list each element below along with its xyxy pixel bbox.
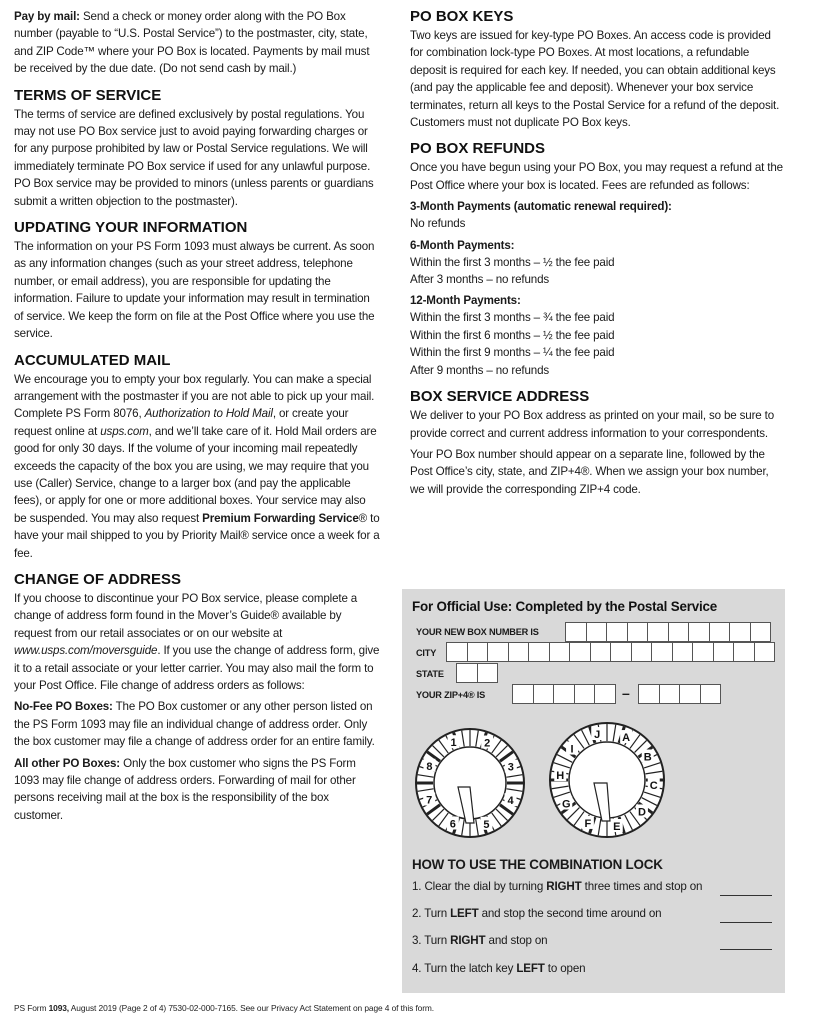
step-3-blank[interactable] (720, 948, 772, 950)
refund-6month-line-2: After 3 months – no refunds (410, 273, 550, 287)
accumulated-heading: ACCUMULATED MAIL (14, 351, 171, 369)
refund-12month-label: 12-Month Payments: (410, 294, 521, 308)
dial-label: 6 (449, 818, 456, 831)
dial-label: G (562, 798, 571, 811)
dial-label: 2 (484, 737, 491, 750)
left-column (14, 8, 380, 824)
updating-text: The information on your PS Form 1093 must always be current. As soon as any information changes (such as your street address, telephone number, or email address), you are responsible for updating the information. Failure to update your information may result in termination of service. We keep the form on file at the Post Office where you use the service. (14, 240, 375, 341)
refund-3month-line: No refunds (410, 217, 466, 231)
lock-step-2: 2. Turn LEFT and stop the second time around on (412, 907, 662, 920)
dial-label: E (613, 820, 621, 833)
refunds-heading: PO BOX REFUNDS (410, 140, 546, 158)
no-fee-text: The PO Box customer or any other person listed on the PS Form 1093 may file an individual change of address order. Only the box customer may file a change of address order for an entire family. (14, 700, 375, 749)
official-use-title: For Official Use: Completed by the Postal Service (412, 599, 717, 614)
lock-step-3: 3. Turn RIGHT and stop on (412, 934, 548, 947)
refund-6month-line-1: Within the first 3 months – ½ the fee paid (410, 255, 615, 269)
terms-heading: TERMS OF SERVICE (14, 86, 162, 104)
dial-label: 1 (450, 737, 457, 750)
dial-label: 7 (426, 794, 433, 807)
box-address-heading: BOX SERVICE ADDRESS (410, 388, 590, 406)
right-column (410, 8, 786, 498)
dial-label: 3 (507, 761, 514, 774)
dial-label: C (649, 779, 658, 792)
other-boxes-paragraph (14, 755, 380, 825)
acc-text-7: ® to have your mail shipped to you by Priority Mail® service once a week for a fee. (14, 511, 380, 560)
zip5-boxes[interactable] (512, 684, 615, 704)
page-footer: PS Form 1093, August 2019 (Page 2 of 4) 7530-02-000-7165. See our Privacy Act Statement on page 4 of this form. (14, 1003, 435, 1013)
state-label: STATE (416, 669, 444, 679)
pay-by-mail-text: Send a check or money order along with the PO Box number (payable to “U.S. Postal Service”) to the postmaster, city, state, and ZIP Code™ where your PO Box is located. Payments by mail must be received by the due date. (Do not send cash by mail.) (14, 10, 370, 76)
lock-step-4: 4. Turn the latch key LEFT to open (412, 962, 586, 975)
dial-label: H (556, 770, 565, 783)
official-use-panel (402, 589, 785, 993)
dial-label: F (584, 817, 592, 830)
refund-12month-line-4: After 9 months – no refunds (410, 363, 550, 377)
dial-label: A (622, 732, 631, 745)
number-dial-icon (414, 727, 526, 839)
acc-text-1: We encourage you to empty your box regularly. You can make a special arrangement with the postmaster if you are not able to pick up your mail. Complete PS Form 8076, (14, 372, 375, 421)
zip-dash: – (622, 685, 630, 701)
premium-forwarding-text: Premium Forwarding Service (202, 511, 359, 525)
keys-heading: PO BOX KEYS (410, 8, 514, 25)
letter-dial-icon (548, 721, 666, 839)
change-address-text (14, 590, 380, 694)
dial-label: 4 (507, 795, 514, 808)
terms-text: The terms of service are defined exclusively by postal regulations. You may not use PO Box service just to avoid paying forwarding charges or for any purpose prohibited by law or Postal Service regulations. We will immediately terminate PO Box service if used for any unlawful purpose. PO Box service may be provided to minors (unless parents or guardians submit a written objection to the postmaster). (14, 107, 374, 208)
box-number-boxes[interactable] (565, 622, 770, 642)
dial-label: 8 (426, 760, 433, 773)
state-boxes[interactable] (456, 663, 497, 683)
movers-guide-url: www.usps.com/moversguide (14, 644, 158, 658)
other-boxes-label: All other PO Boxes: (14, 756, 121, 770)
refund-12month-line-3: Within the first 9 months – ¼ the fee paid (410, 346, 615, 360)
refund-6month-label: 6-Month Payments: (410, 238, 515, 252)
lock-step-1: 1. Clear the dial by turning RIGHT three times and stop on (412, 880, 703, 893)
refund-3month-label: 3-Month Payments (automatic renewal required): (410, 200, 672, 214)
box-number-label: YOUR NEW BOX NUMBER IS (416, 627, 539, 637)
dial-label: D (637, 806, 646, 819)
step-1-blank[interactable] (720, 894, 772, 896)
step-2-blank[interactable] (720, 921, 772, 923)
refunds-text: Once you have begun using your PO Box, you may request a refund at the Post Office where your box is located. Fees are refunded as follows: (410, 161, 783, 192)
no-fee-paragraph (14, 698, 380, 750)
acc-text-3: , or create your request online at (14, 407, 349, 438)
dial-label: J (594, 729, 601, 742)
refund-12month-line-1: Within the first 3 months – ¾ the fee paid (410, 311, 615, 325)
pay-by-mail-label: Pay by mail: (14, 10, 80, 23)
zip4-boxes[interactable] (638, 684, 720, 704)
city-boxes[interactable] (446, 642, 774, 662)
updating-heading: UPDATING YOUR INFORMATION (14, 219, 248, 237)
coa-text-1: If you choose to discontinue your PO Box service, please complete a change of address form found in the Mover’s Guide® available by request from our retail associates or on our website at (14, 591, 358, 640)
zip-label: YOUR ZIP+4® IS (416, 690, 486, 700)
acc-text-5: , and we’ll take care of it. Hold Mail orders are good for only 30 days. If the volume of your incoming mail repeatedly exceeds the capacity of the box you are using, we may require that you use (Caller) Service, change to a larger box (and pay the applicable fees), or apply for one or more additional boxes. Your service may also be suspended. You may also request (14, 424, 377, 525)
refund-12month-line-2: Within the first 6 months – ½ the fee paid (410, 328, 615, 342)
other-boxes-text: Only the box customer who signs the PS Form 1093 may file change of address orders. Forwarding of mail for other persons receiving mail at the box is the responsibility of the box customer. (14, 756, 356, 822)
accumulated-text (14, 371, 380, 562)
combination-lock-title: HOW TO USE THE COMBINATION LOCK (412, 857, 663, 872)
box-address-text-2: Your PO Box number should appear on a separate line, followed by the Post Office’s city, state, and ZIP+4®. When we assign your box number, we will provide the corresponding ZIP+4 code. (410, 447, 769, 496)
coa-text-3: . If you use the change of address form, give it to a retail associate or your letter carrier. You may also mail the form to your Post Office. File change of address orders as follows: (14, 644, 380, 692)
box-address-text-1: We deliver to your PO Box address as printed on your mail, so be sure to provide correct and current address information to your correspondents. (410, 409, 775, 440)
dial-label: 5 (483, 818, 490, 831)
dial-label: I (570, 743, 574, 756)
no-fee-label: No-Fee PO Boxes: (14, 700, 113, 714)
city-label: CITY (416, 648, 437, 658)
pay-by-mail-paragraph (14, 8, 380, 78)
change-address-heading: CHANGE OF ADDRESS (14, 570, 181, 588)
usps-link-text: usps.com (100, 424, 149, 438)
hold-mail-form-name: Authorization to Hold Mail (144, 407, 273, 421)
keys-text: Two keys are issued for key-type PO Boxes. An access code is provided for combination lock-type PO Boxes. At most locations, a refundable deposit is required for each key. If needed, you can obtain additional keys (and pay the applicable fee and deposit). Whenever your box service terminates, return all keys to the Postal Service for a refund of the deposit. Customers must not duplicate PO Box keys. (410, 29, 780, 130)
dial-label: B (643, 751, 652, 764)
